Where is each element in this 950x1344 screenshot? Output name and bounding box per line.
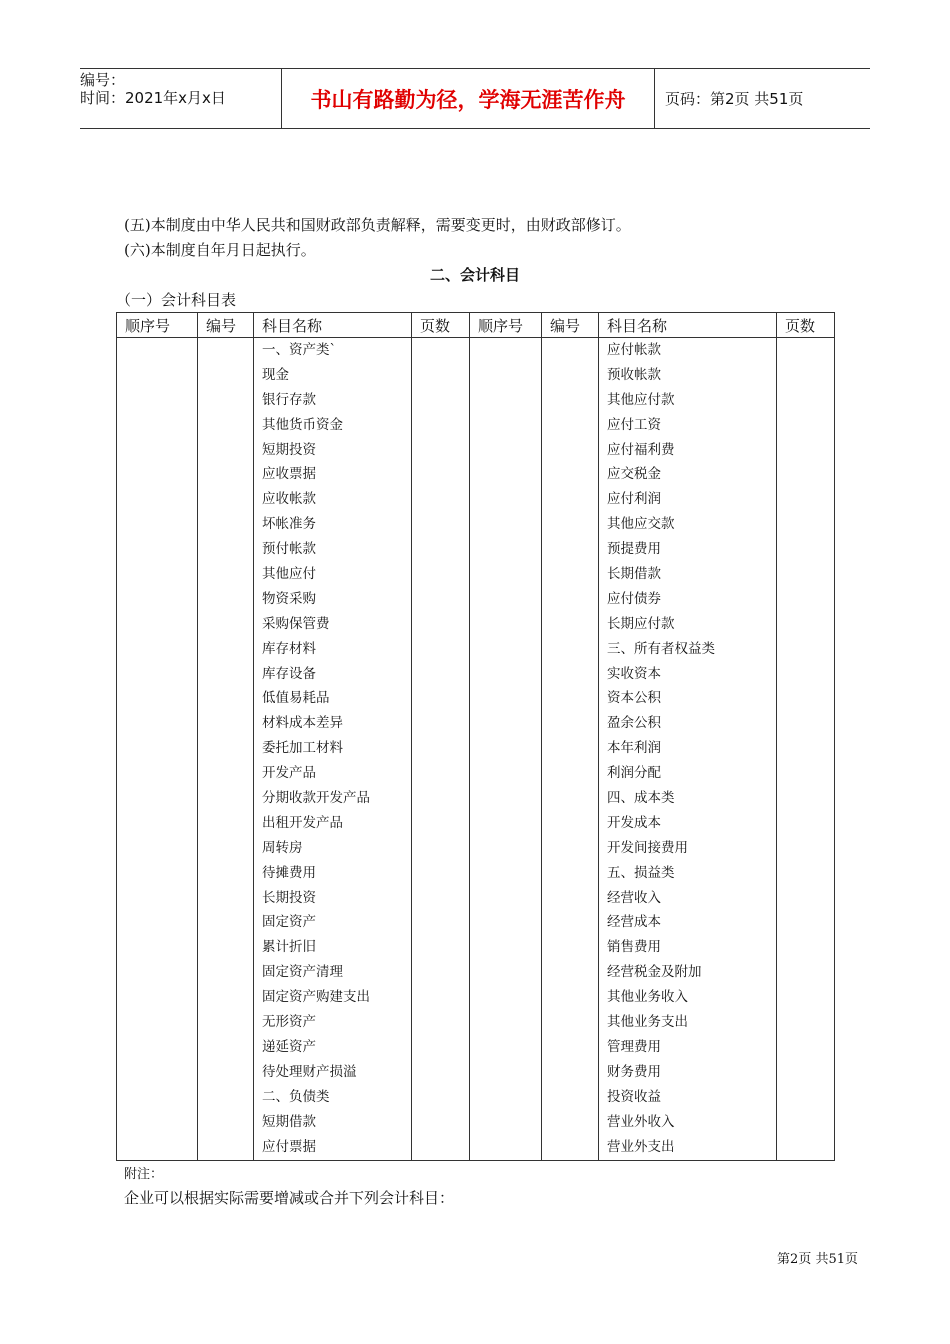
account-item: 长期投资 — [262, 889, 316, 906]
account-item: 开发间接费用 — [607, 839, 688, 856]
table-body-row — [117, 338, 835, 1161]
account-item: 库存材料 — [262, 640, 316, 657]
account-item: 短期借款 — [262, 1113, 316, 1130]
left-account-list — [254, 338, 411, 1159]
page-footer: 第2页 共51页 — [777, 1252, 858, 1267]
left-name-column — [254, 338, 412, 1161]
account-item: 委托加工材料 — [262, 740, 343, 757]
account-item: 销售费用 — [607, 939, 661, 956]
account-item: 开发产品 — [262, 765, 316, 782]
header-meta — [80, 69, 282, 128]
account-item: 营业外支出 — [607, 1138, 675, 1155]
account-item: 投资收益 — [607, 1088, 661, 1105]
account-item: 库存设备 — [262, 665, 316, 682]
account-item: 应付帐款 — [607, 342, 661, 358]
table-title: （一）会计科目表 — [116, 291, 237, 309]
code-column-2 — [542, 338, 599, 1161]
note-label: 附注： — [124, 1167, 164, 1182]
account-item: 应付利润 — [607, 491, 661, 508]
right-account-list — [599, 338, 776, 1159]
account-item: 递延资产 — [262, 1038, 316, 1055]
account-item: 预提费用 — [607, 541, 661, 558]
account-item: 现金 — [262, 366, 289, 383]
col-header-name: 科目名称 — [254, 313, 412, 338]
account-item: 二、负债类 — [262, 1088, 330, 1105]
account-item: 应收帐款 — [262, 491, 316, 508]
account-item: 待摊费用 — [262, 864, 316, 881]
col-header-pages: 页数 — [412, 313, 470, 338]
col-header-code: 编号 — [198, 313, 254, 338]
account-item: 管理费用 — [607, 1038, 661, 1055]
account-item: 长期借款 — [607, 566, 661, 583]
header-number-label: 编号： — [80, 71, 126, 89]
account-item: 应付债券 — [607, 590, 661, 607]
paragraph-five: (五)本制度由中华人民共和国财政部负责解释，需要变更时，由财政部修订。 — [124, 216, 631, 234]
account-item: 其他应交款 — [607, 516, 675, 533]
account-item: 其他业务收入 — [607, 989, 688, 1006]
account-item: 银行存款 — [262, 391, 316, 408]
code-column — [198, 338, 254, 1161]
account-item: 采购保管费 — [262, 615, 330, 632]
accounts-table — [116, 312, 835, 1161]
account-item: 固定资产清理 — [262, 964, 343, 981]
account-item: 周转房 — [262, 839, 303, 856]
pages-column-2 — [777, 338, 835, 1161]
account-item: 其他业务支出 — [607, 1014, 688, 1031]
col-header-pages-2: 页数 — [777, 313, 835, 338]
page-header — [80, 68, 870, 129]
account-item: 预付帐款 — [262, 541, 316, 558]
account-item: 分期收款开发产品 — [262, 790, 370, 807]
account-item: 开发成本 — [607, 814, 661, 831]
account-item: 累计折旧 — [262, 939, 316, 956]
col-header-seq-2: 顺序号 — [470, 313, 542, 338]
account-item: 固定资产 — [262, 914, 316, 931]
header-page-info: 页码：第2页 共51页 — [665, 90, 804, 108]
account-item: 其他货币资金 — [262, 416, 343, 433]
account-item: 出租开发产品 — [262, 814, 343, 831]
right-name-column — [599, 338, 777, 1161]
account-item: 应付工资 — [607, 416, 661, 433]
account-item: 待处理财产损溢 — [262, 1063, 357, 1080]
pages-column — [412, 338, 470, 1161]
note-text: 企业可以根据实际需要增减或合并下列会计科目： — [124, 1189, 455, 1207]
account-item: 经营成本 — [607, 914, 661, 931]
account-item: 材料成本差异 — [262, 715, 343, 732]
account-item: 资本公积 — [607, 690, 661, 707]
col-header-seq: 顺序号 — [117, 313, 198, 338]
account-item: 财务费用 — [607, 1063, 661, 1080]
account-item: 应付福利费 — [607, 441, 675, 458]
account-item: 经营收入 — [607, 889, 661, 906]
account-item: 四、成本类 — [607, 790, 675, 807]
account-item: 应交税金 — [607, 466, 661, 483]
seq-column — [117, 338, 198, 1161]
section-title: 二、会计科目 — [429, 266, 520, 284]
account-item: 固定资产购建支出 — [262, 989, 370, 1006]
account-item: 实收资本 — [607, 665, 661, 682]
account-item: 应收票据 — [262, 466, 316, 483]
account-item: 利润分配 — [607, 765, 661, 782]
table-header-row — [117, 313, 835, 338]
paragraph-six: (六)本制度自年月日起执行。 — [124, 241, 316, 259]
account-item: 本年利润 — [607, 740, 661, 757]
account-item: 其他应付款 — [607, 391, 675, 408]
account-item: 盈余公积 — [607, 715, 661, 732]
account-item: 营业外收入 — [607, 1113, 675, 1130]
account-item: 短期投资 — [262, 441, 316, 458]
account-item: 经营税金及附加 — [607, 964, 702, 981]
account-item: 长期应付款 — [607, 615, 675, 632]
account-item: 低值易耗品 — [262, 690, 330, 707]
account-item: 坏帐准务 — [262, 516, 316, 533]
account-item: 一、资产类` — [262, 342, 337, 358]
header-time-label: 时间：2021年x月x日 — [80, 89, 226, 107]
header-motto: 书山有路勤为径，学海无涯苦作舟 — [282, 69, 655, 128]
account-item: 五、损益类 — [607, 864, 675, 881]
account-item: 其他应付 — [262, 566, 316, 583]
account-item: 无形资产 — [262, 1014, 316, 1031]
account-item: 应付票据 — [262, 1138, 316, 1155]
col-header-code-2: 编号 — [542, 313, 599, 338]
seq-column-2 — [470, 338, 542, 1161]
account-item: 预收帐款 — [607, 366, 661, 383]
account-item: 物资采购 — [262, 590, 316, 607]
account-item: 三、所有者权益类 — [607, 640, 715, 657]
col-header-name-2: 科目名称 — [599, 313, 777, 338]
